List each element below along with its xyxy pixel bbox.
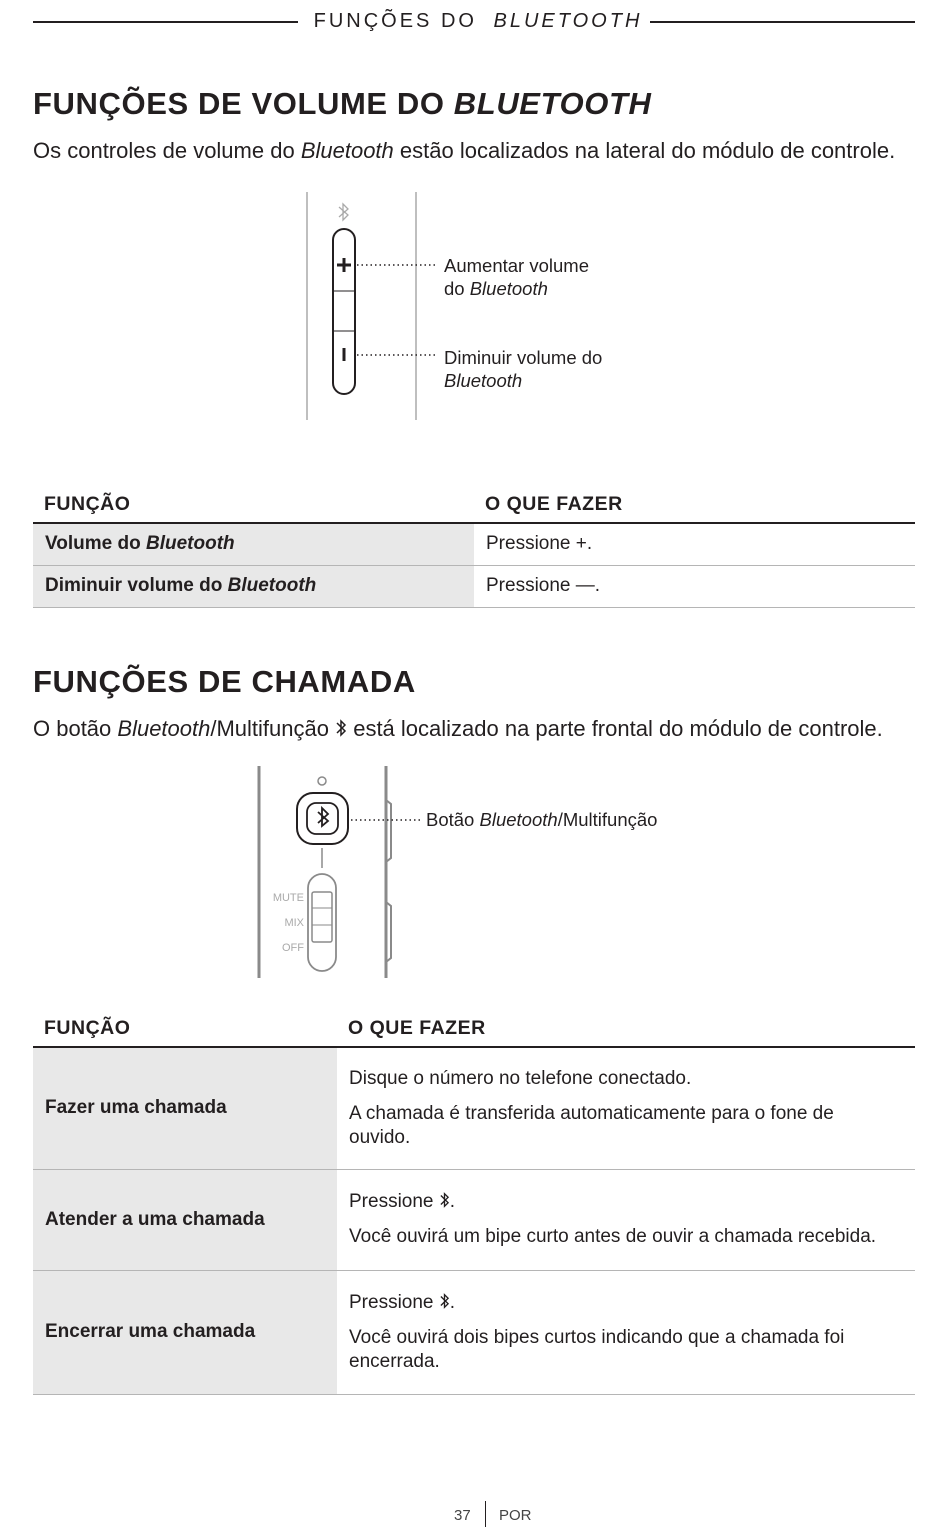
bluetooth-icon (335, 718, 347, 738)
table-row (33, 565, 915, 607)
header-title: FUNÇÕES DO BLUETOOTH (33, 8, 915, 34)
callout-volume-down: Diminuir volume do Bluetooth (444, 347, 603, 391)
function-cell: Fazer uma chamada (33, 1047, 337, 1169)
table-row (33, 523, 915, 565)
col-header-action: O QUE FAZER (337, 1010, 915, 1047)
calls-heading: FUNÇÕES DE CHAMADA (33, 664, 416, 699)
table-row (33, 1270, 915, 1394)
switch-label: MIX (284, 917, 304, 929)
col-header-function: FUNÇÃO (33, 486, 474, 523)
volume-control-illustration (295, 188, 445, 424)
action-cell: Pressione +. (474, 523, 915, 565)
bluetooth-icon (439, 1191, 450, 1209)
callout-multifunction: Botão Bluetooth/Multifunção (426, 809, 658, 830)
bluetooth-icon (439, 1292, 450, 1310)
volume-rocker (333, 229, 355, 394)
function-cell: Diminuir volume do Bluetooth (33, 565, 474, 607)
calls-table (33, 1010, 915, 1395)
col-header-function: FUNÇÃO (33, 1010, 337, 1047)
page-number: 37 (454, 1507, 471, 1524)
callout-volume-up: Aumentar volume do Bluetooth (444, 255, 589, 299)
table-row (33, 1169, 915, 1270)
volume-heading: FUNÇÕES DE VOLUME DO BLUETOOTH (33, 86, 652, 121)
control-module-illustration (250, 762, 430, 982)
language-code: POR (499, 1507, 532, 1524)
led-indicator (318, 777, 326, 785)
col-header-action: O QUE FAZER (474, 486, 915, 523)
function-cell: Atender a uma chamada (33, 1169, 337, 1270)
bluetooth-icon (339, 204, 348, 220)
function-cell: Volume do Bluetooth (33, 523, 474, 565)
action-cell: Pressione —. (474, 565, 915, 607)
page-header (33, 8, 915, 36)
volume-intro: Os controles de volume do Bluetooth estão localizados na lateral do módulo de controle. (33, 138, 896, 163)
calls-intro: O botão Bluetooth/Multifunção está localizado na parte frontal do módulo de controle. (33, 716, 883, 741)
switch-label: MUTE (272, 892, 304, 904)
action-cell: Pressione . Você ouvirá dois bipes curtos indicando que a chamada foi encerrada. (337, 1270, 915, 1394)
table-row (33, 1047, 915, 1169)
footer-divider (485, 1501, 486, 1527)
function-cell: Encerrar uma chamada (33, 1270, 337, 1394)
volume-table (33, 486, 915, 608)
switch-label: OFF (282, 942, 304, 954)
action-cell: Disque o número no telefone conectado. A chamada é transferida automaticamente para o fone de ouvido. (337, 1047, 915, 1169)
action-cell: Pressione . Você ouvirá um bipe curto antes de ouvir a chamada recebida. (337, 1169, 915, 1270)
